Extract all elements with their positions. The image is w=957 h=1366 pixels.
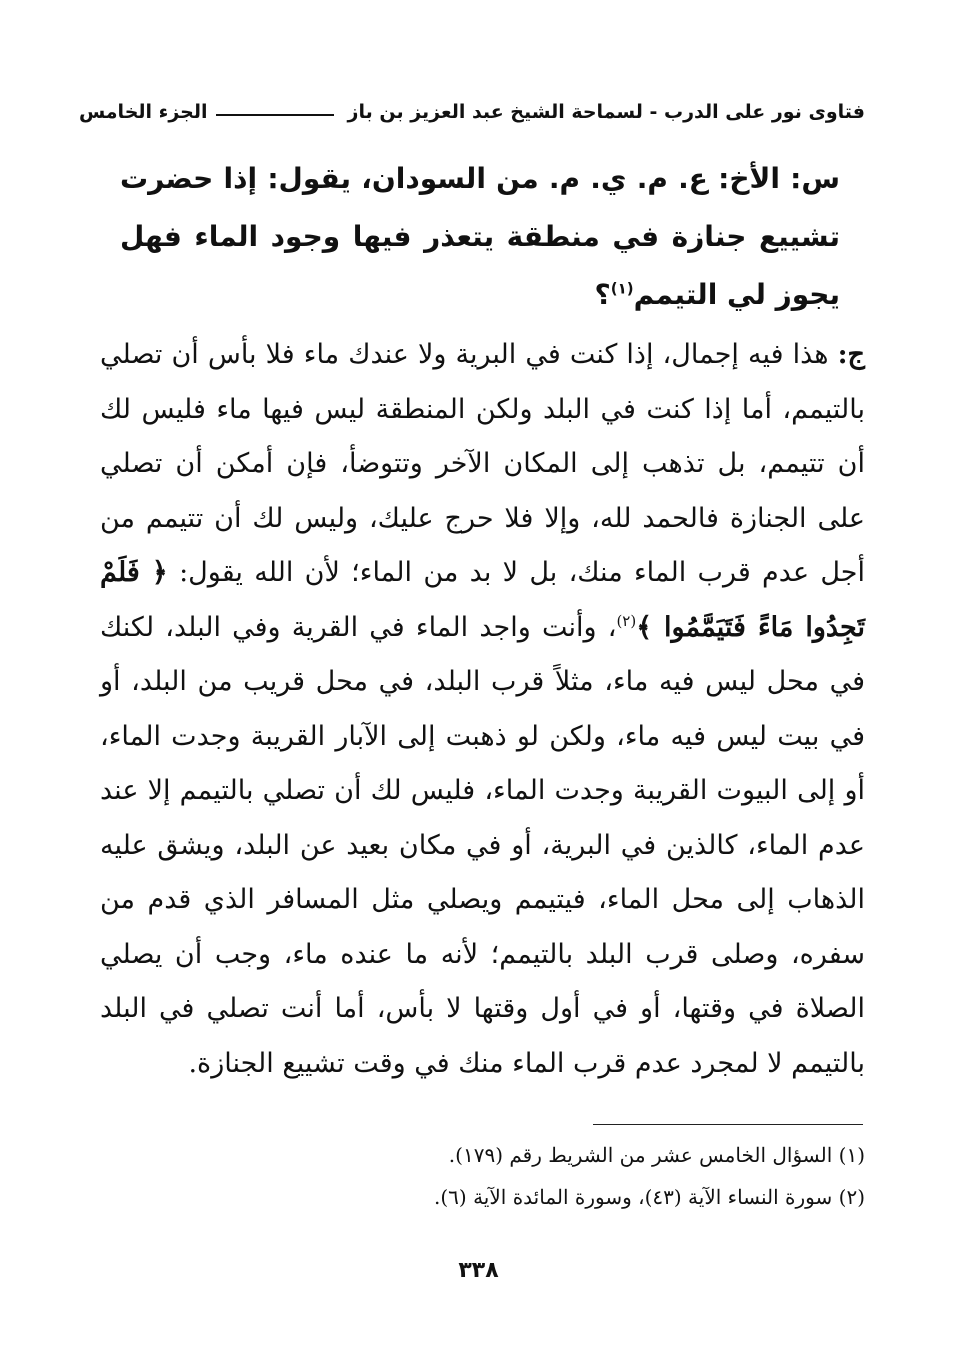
question-mark: ؟ — [594, 278, 611, 311]
footnote-2: (٢) سورة النساء الآية (٤٣)، وسورة المائدة الآية (٦). — [434, 1185, 865, 1209]
header-volume: الجزء الخامس — [78, 101, 208, 123]
running-header — [78, 92, 865, 132]
verse-footnote-ref: (٢) — [616, 611, 637, 630]
footnotes — [120, 1134, 865, 1218]
answer-label: ج: — [837, 339, 865, 370]
question-footnote-ref: (١) — [610, 279, 634, 298]
answer-text-part1: هذا فيه إجمال، إذا كنت في البرية ولا عندك ماء فلا بأس أن تصلي بالتيمم، أما إذا كنت في البلد ولكن المنطقة ليس فيها ماء فليس لك أن تتيمم، بل تذهب إلى المكان الآخر وتتوضأ، فإن أمكن أن تصلي على الجنازة فالحمد لله، وإلا فلا حرج عليك، وليس لك أن تتيمم من أجل عدم قرب الماء منك، بل لا بد من الماء؛ لأن الله يقول: — [100, 339, 865, 588]
header-book-title-run — [208, 101, 865, 123]
footnote-1: (١) السؤال الخامس عشر من الشريط رقم (١٧٩). — [448, 1143, 865, 1167]
header-separator-line — [216, 114, 334, 116]
question-paragraph — [120, 150, 840, 324]
page-number: ٣٣٨ — [458, 1258, 499, 1283]
answer-text-part2: ، وأنت واجد الماء في القرية وفي البلد، لكنك في محل ليس فيه ماء، مثلاً قرب البلد، في محل قريب من البلد، أو في بيت ليس فيه ماء، ولكن لو ذهبت إلى الآبار القريبة وجدت الماء، أو إلى البيوت القريبة وجدت الماء، فليس لك أن تصلي بالتيمم إلا عند عدم الماء، كالذين في البرية، أو في مكان بعيد عن البلد، ويشق عليه الذهاب إلى محل الماء، فيتيمم ويصلي مثل المسافر الذي قدم من سفره، وصلى قرب البلد بالتيمم؛ لأنه ما عنده ماء، وجب أن يصلي الصلاة في وقتها، أو في أول وقتها لا بأس، أما أنت تصلي في البلد بالتيمم لا لمجرد عدم قرب الماء منك في وقت تشييع الجنازة. — [100, 611, 865, 1079]
header-book-title: فتاوى نور على الدرب - لسماحة الشيخ عبد العزيز بن باز — [347, 101, 865, 123]
quran-verse: ﴿ فَلَمْ تَجِدُوا مَاءً فَتَيَمَّمُوا ﴾ — [100, 557, 866, 643]
footnote-separator — [593, 1124, 863, 1125]
question-text: س: الأخ: ع. م. ي. م. من السودان، يقول: إذا حضرت تشييع جنازة في منطقة يتعذر فيها وجود الماء فهل يجوز لي التيمم — [120, 162, 840, 311]
answer-paragraph — [100, 328, 865, 1091]
